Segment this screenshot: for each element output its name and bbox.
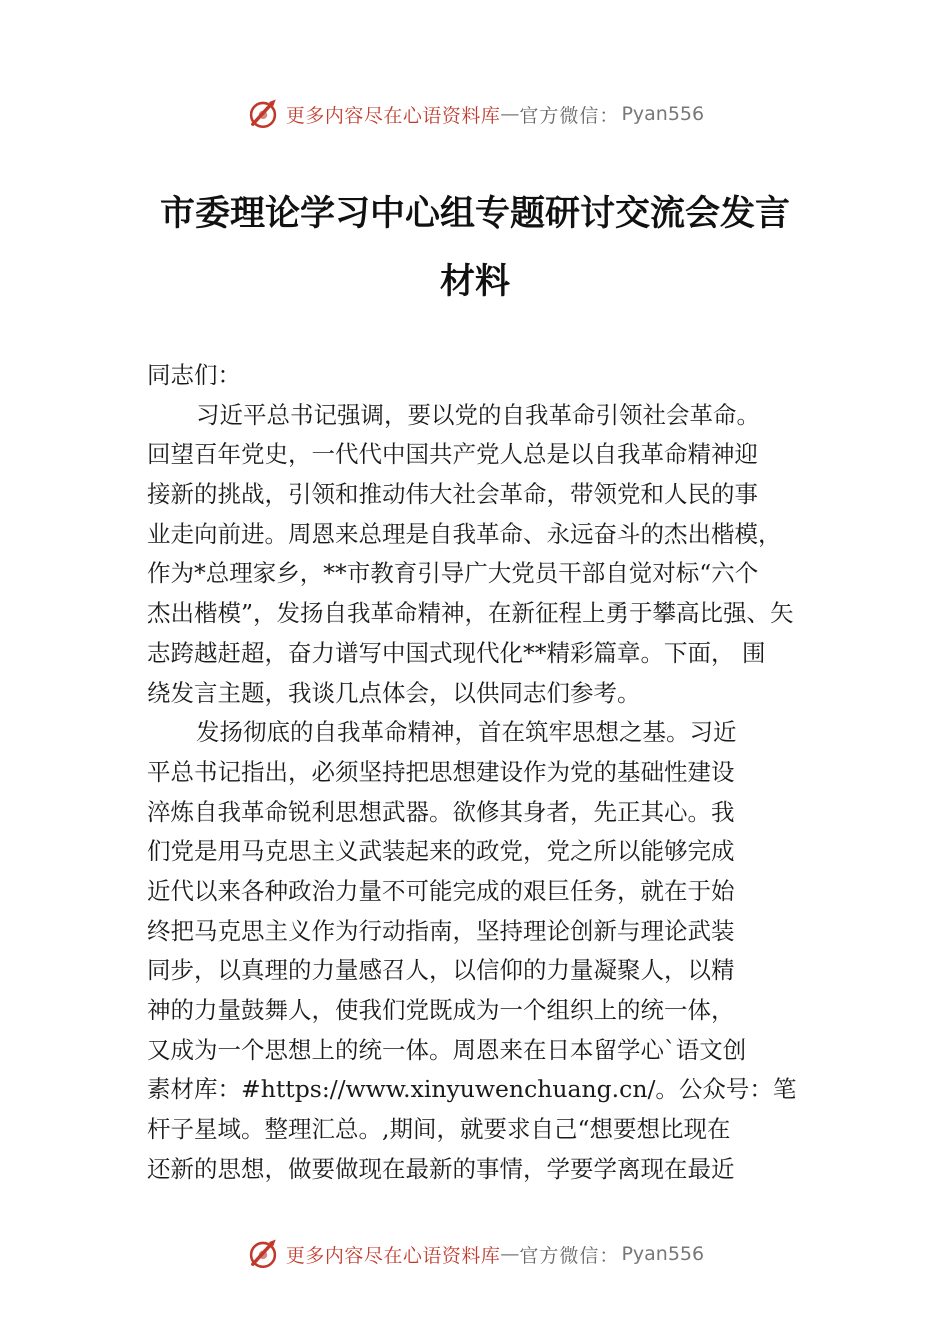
banner-separator: —	[500, 1243, 520, 1265]
paragraph-line: 回望百年党史，一代代中国共产党人总是以自我革命精神迎	[147, 440, 758, 469]
brush-logo-icon	[246, 97, 280, 131]
paragraph-line: 们党是用马克思主义武装起来的政党，党之所以能够完成	[147, 837, 735, 866]
paragraph-line: 神的力量鼓舞人，使我们党既成为一个组织上的统一体，	[147, 996, 735, 1024]
wechat-label: 官方微信：	[519, 1244, 620, 1267]
paragraph-line: 杰出楷模”，发扬自我革命精神，在新征程上勇于攀高比强、矢	[147, 599, 794, 628]
paragraph-line: 作为*总理家乡，**市教育引导广大党员干部自觉对标“六个	[147, 559, 759, 588]
paragraph-line: 又成为一个思想上的统一体。周恩来在日本留学心`语文创	[147, 1035, 747, 1064]
paragraph-line: 素材库：#https://www.xinyuwenchuang.cn/。公众号：笔	[147, 1075, 797, 1104]
paragraph-line: 平总书记指出，必须坚持把思想建设作为党的基础性建设	[147, 757, 735, 786]
paragraph-line: 淬炼自我革命锐利思想武器。欲修其身者，先正其心。我	[147, 797, 735, 826]
paragraph-2	[147, 713, 807, 1189]
document-title-line-1: 市委理论学习中心组专题研讨交流会发言	[159, 194, 790, 234]
document-title-line-2: 材料	[439, 262, 510, 302]
wechat-id: Pyan556	[621, 103, 705, 125]
paragraph-line: 习近平总书记强调，要以党的自我革命引领社会革命。	[196, 400, 760, 429]
document-body	[147, 356, 807, 1189]
salutation: 同志们：	[147, 361, 241, 389]
paragraph-line: 志跨越赶超，奋力谱写中国式现代化**精彩篇章。下面， 围	[147, 638, 766, 667]
paragraph-line: 近代以来各种政治力量不可能完成的艰巨任务，就在于始	[147, 876, 735, 905]
wechat-label: 官方微信：	[519, 104, 620, 127]
paragraph-line: 业走向前进。周恩来总理是自我革命、永远奋斗的杰出楷模，	[147, 519, 782, 548]
paragraph-1	[147, 396, 807, 714]
paragraph-line: 杆子星域。整理汇总。,期间，就要求自己“想要想比现在	[147, 1115, 731, 1144]
banner-separator: —	[500, 103, 520, 125]
promo-text: 更多内容尽在心语资料库	[285, 104, 501, 127]
paragraph-line: 终把马克思主义作为行动指南，坚持理论创新与理论武装	[147, 916, 735, 945]
paragraph-line: 接新的挑战，引领和推动伟大社会革命，带领党和人民的事	[147, 480, 758, 509]
wechat-id: Pyan556	[621, 1243, 705, 1265]
promo-text: 更多内容尽在心语资料库	[285, 1244, 501, 1267]
paragraph-line: 发扬彻底的自我革命精神，首在筑牢思想之基。习近	[196, 718, 737, 747]
brush-logo-icon	[246, 1237, 280, 1271]
header-watermark	[0, 92, 950, 136]
paragraph-line: 绕发言主题，我谈几点体会，以供同志们参考。	[147, 678, 641, 707]
footer-watermark	[0, 1232, 950, 1276]
paragraph-line: 同步，以真理的力量感召人，以信仰的力量凝聚人，以精	[147, 956, 735, 985]
paragraph-line: 还新的思想，做要做现在最新的事情，学要学离现在最近	[147, 1154, 735, 1183]
